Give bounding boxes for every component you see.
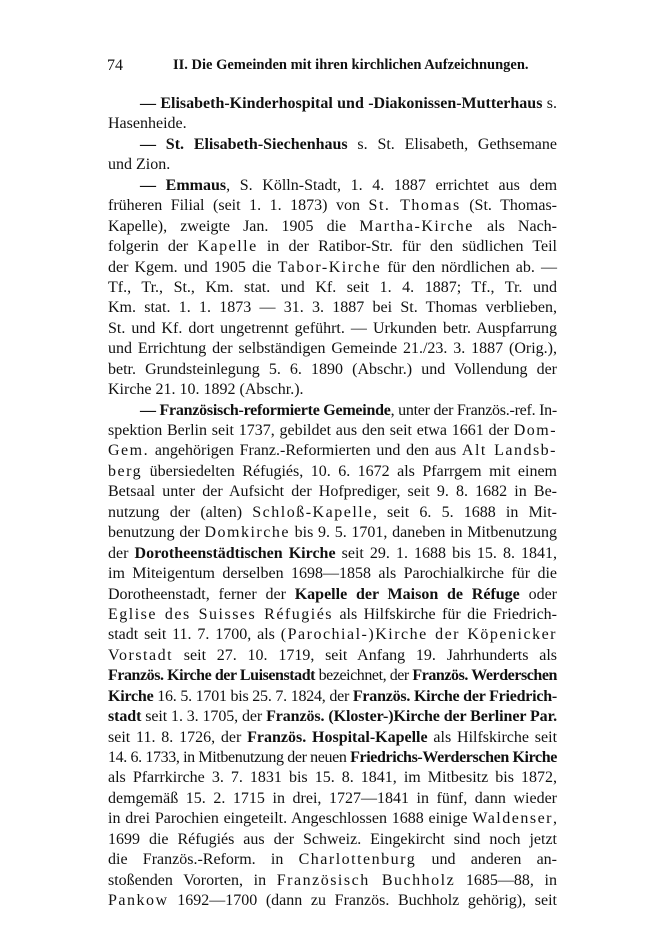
text-run: übersiedelten Réfugiés, 10. 6. 1672 als Pfarrgem mit einem bbox=[142, 462, 557, 480]
text-line bbox=[108, 441, 557, 461]
text-run: bis 9. 5. 1701, daneben in Mitbenutzung bbox=[289, 524, 557, 542]
text-line bbox=[108, 237, 557, 257]
text-run: früheren Filial (seit 1. 1. 1873) von bbox=[108, 197, 369, 215]
text-run: oder bbox=[519, 585, 557, 603]
text-line-content bbox=[108, 564, 557, 584]
text-run: der Kgem. und 1905 die bbox=[108, 258, 278, 276]
text-run: und anderen an- bbox=[416, 851, 557, 869]
bold-heading-text: Französ. Hospital-Kapelle bbox=[247, 728, 428, 746]
text-run: als Nach- bbox=[473, 217, 557, 235]
text-run: 1692—1700 (dann zu Französ. Buchholz gehörig), seit bbox=[168, 892, 557, 910]
text-line-content bbox=[108, 625, 557, 645]
text-run: Kapelle), zweigte Jan. 1905 die bbox=[108, 217, 360, 235]
text-line bbox=[108, 544, 557, 564]
text-run: Kirche 21. 10. 1892 (Abschr.). bbox=[108, 381, 304, 399]
bold-heading-text: Kirche bbox=[108, 687, 154, 705]
text-run: , seit 6. 5. 1688 in Mit- bbox=[372, 503, 558, 521]
spaced-text: Kapelle bbox=[197, 238, 258, 256]
bold-heading-text: Französ. (Kloster-)Kirche der Berliner Par. bbox=[266, 708, 558, 726]
spaced-text: Tabor-Kirche bbox=[277, 258, 382, 276]
text-run: im Miteigentum derselben 1698—1858 als Parochialkirche für die bbox=[108, 565, 557, 583]
text-line-content bbox=[108, 523, 557, 543]
text-line bbox=[108, 176, 557, 196]
text-run: , unter der Französ.-ref. In- bbox=[390, 401, 558, 419]
text-line bbox=[108, 503, 557, 523]
running-title: II. Die Gemeinden mit ihren kirchlichen Aufzeichnungen. bbox=[173, 57, 529, 73]
text-line-content bbox=[108, 646, 557, 666]
text-line-content bbox=[108, 319, 557, 339]
text-run: bezeichnet, der bbox=[315, 667, 413, 685]
text-line-content bbox=[140, 176, 557, 196]
text-run: betr. Grundsteinlegung 5. 6. 1890 (Abschr.) und Vollendung der bbox=[108, 360, 558, 378]
text-run: für den nördlichen ab. — bbox=[381, 258, 558, 276]
text-run: seit 11. 8. 1726, der bbox=[108, 728, 248, 746]
bold-heading-text: Französ. Kirche der Luisenstadt bbox=[108, 667, 316, 685]
text-line bbox=[108, 401, 557, 421]
text-run: in drei Parochien eingeteilt. Angeschlossen 1688 einige bbox=[108, 810, 473, 828]
text-line-content bbox=[108, 748, 557, 768]
spaced-text: Waldenser bbox=[472, 810, 553, 828]
text-run: 14. 6. 1733, in Mitbenutzung der neuen bbox=[108, 749, 351, 766]
text-line bbox=[108, 360, 557, 380]
text-run: 1699 die Réfugiés aus der Schweiz. Eingekircht sind noch jetzt bbox=[108, 830, 557, 848]
text-run: , bbox=[553, 810, 557, 828]
spaced-text: Dom- bbox=[513, 422, 558, 439]
text-run: seit 27. 10. 1719, seit Anfang 19. Jahrhunderts als bbox=[173, 646, 557, 664]
text-line bbox=[108, 707, 557, 727]
text-line bbox=[108, 339, 557, 359]
text-line-content bbox=[108, 707, 557, 727]
text-run: folgerin der bbox=[108, 238, 198, 256]
text-line bbox=[108, 564, 557, 584]
text-line-content bbox=[108, 666, 557, 686]
bold-heading-text: — St. Elisabeth-Siechenhaus bbox=[140, 135, 348, 153]
text-line bbox=[108, 258, 557, 278]
text-run: und Errichtung der selbständigen Gemeinde 21./23. 3. 1887 (Orig.), bbox=[108, 340, 557, 358]
bold-heading-text: Französ. Werderschen bbox=[412, 667, 557, 685]
text-run: als Hilfskirche seit bbox=[427, 728, 558, 746]
text-run: s. bbox=[542, 95, 558, 112]
text-line bbox=[108, 94, 557, 114]
text-line-content bbox=[108, 544, 557, 564]
text-line bbox=[108, 196, 557, 216]
text-run: 1685—88, in bbox=[455, 871, 558, 889]
text-run: Betsaal unter der Aufsicht der Hofprediger, seit 9. 8. 1682 in Be- bbox=[108, 483, 557, 501]
text-line-content bbox=[108, 462, 557, 482]
text-line bbox=[108, 789, 557, 809]
text-run: St. und Kf. dort ungetrennt geführt. — Urkunden betr. Auspfarrung bbox=[108, 319, 557, 337]
text-line-content bbox=[108, 605, 557, 625]
text-run: und Zion. bbox=[108, 156, 171, 174]
text-line-content bbox=[108, 830, 557, 850]
spaced-text: (Parochial-)Kirche der Köpenicker bbox=[280, 626, 557, 644]
text-line bbox=[108, 114, 557, 134]
text-line bbox=[108, 748, 557, 768]
text-line-content bbox=[108, 339, 557, 359]
text-line-content bbox=[108, 585, 557, 605]
text-line bbox=[108, 809, 557, 829]
text-run: , S. Kölln-Stadt, 1. 4. 1887 errichtet aus dem bbox=[226, 176, 558, 194]
page-body-text bbox=[108, 94, 557, 912]
text-run: der bbox=[108, 544, 135, 562]
bold-heading-text: Kapelle der Maison de Réfuge bbox=[294, 585, 520, 603]
text-line-content bbox=[108, 360, 557, 380]
text-line bbox=[108, 155, 557, 175]
text-line-content bbox=[108, 380, 304, 400]
text-line bbox=[108, 319, 557, 339]
text-line-content bbox=[108, 258, 557, 278]
bold-heading-text: Französ. Kirche der Friedrich- bbox=[352, 687, 558, 705]
text-line-content bbox=[108, 217, 557, 237]
spaced-text: Eglise des Suisses Réfugiés bbox=[108, 605, 334, 623]
text-run: Km. stat. 1. 1. 1873 — 31. 3. 1887 bei St. Thomas verblieben, bbox=[108, 299, 557, 317]
spaced-text: Französisch Buchholz bbox=[276, 871, 456, 889]
text-run: in der Ratibor-Str. für den südlichen Teil bbox=[257, 238, 558, 256]
text-line-content bbox=[108, 789, 557, 809]
text-line-content bbox=[108, 850, 557, 870]
text-line-content bbox=[108, 871, 557, 891]
text-line-content bbox=[140, 135, 557, 155]
spaced-text: Vorstadt bbox=[108, 646, 174, 664]
text-run: die Französ.-Reform. in bbox=[108, 851, 299, 869]
spaced-text: Gem. bbox=[108, 442, 150, 460]
text-line-content bbox=[108, 298, 557, 318]
text-line bbox=[108, 482, 557, 502]
text-line-content bbox=[108, 237, 557, 257]
text-line bbox=[108, 135, 557, 155]
text-line bbox=[108, 298, 557, 318]
bold-heading-text: — Französisch-reformierte Gemeinde bbox=[140, 401, 391, 419]
text-line-content bbox=[108, 114, 187, 134]
text-line bbox=[108, 605, 557, 625]
text-line-content bbox=[108, 278, 557, 298]
bold-heading-text: Dorotheenstädtischen Kirche bbox=[134, 544, 336, 562]
bold-heading-text: stadt bbox=[108, 708, 142, 726]
text-line bbox=[108, 646, 557, 666]
text-line bbox=[108, 217, 557, 237]
text-line bbox=[108, 585, 557, 605]
text-line-content bbox=[108, 482, 557, 502]
text-line-content bbox=[108, 687, 557, 707]
spaced-text: St. Thomas bbox=[368, 197, 461, 215]
text-run: stadt seit 11. 7. 1700, als bbox=[108, 626, 281, 644]
text-line-content bbox=[108, 768, 557, 788]
text-run: benutzung der bbox=[108, 524, 205, 542]
bold-heading-text: Friedrichs-Werderschen Kirche bbox=[350, 749, 558, 766]
text-line bbox=[108, 278, 557, 298]
text-run: Tf., Tr., St., Km. stat. und Kf. seit 1. 4. 1887; Tf., Tr. und bbox=[108, 278, 557, 296]
spaced-text: Martha-Kirche bbox=[359, 217, 474, 235]
text-line-content bbox=[108, 155, 170, 175]
spaced-text: Domkirche bbox=[204, 524, 290, 542]
text-run: Hasenheide. bbox=[108, 115, 187, 133]
text-line bbox=[108, 666, 557, 686]
text-line-content bbox=[108, 441, 557, 461]
text-line-content bbox=[108, 421, 557, 441]
text-line-content bbox=[140, 401, 557, 421]
bold-heading-text: — Elisabeth-Kinderhospital und -Diakonissen-Mutterhaus bbox=[140, 95, 543, 112]
text-line-content bbox=[108, 728, 557, 748]
text-line bbox=[108, 891, 557, 911]
text-line-content bbox=[140, 94, 557, 114]
text-line bbox=[108, 728, 557, 748]
text-run: 16. 5. 1701 bis 25. 7. 1824, der bbox=[153, 687, 353, 705]
page-number: 74 bbox=[107, 57, 123, 74]
bold-heading-text: — Emmaus bbox=[140, 176, 227, 194]
text-line-content bbox=[108, 503, 557, 523]
text-run: seit 1. 3. 1705, der bbox=[141, 708, 267, 726]
text-line bbox=[108, 871, 557, 891]
text-line bbox=[108, 421, 557, 441]
text-run: stoßenden Vororten, in bbox=[108, 871, 277, 889]
text-line bbox=[108, 768, 557, 788]
text-run: angehörigen Franz.-Reformierten und den aus bbox=[149, 442, 462, 460]
spaced-text: Charlottenburg bbox=[298, 851, 417, 869]
text-line bbox=[108, 687, 557, 707]
text-run: als Pfarrkirche 3. 7. 1831 bis 15. 8. 1841, im Mitbesitz bis 1872, bbox=[108, 769, 557, 787]
text-line-content bbox=[108, 809, 557, 829]
text-run: demgemäß 15. 2. 1715 in drei, 1727—1841 in fünf, dann wieder bbox=[108, 789, 557, 807]
spaced-text: berg bbox=[108, 462, 143, 480]
spaced-text: Schloß-Kapelle bbox=[252, 503, 373, 521]
text-run: (St. Thomas- bbox=[460, 197, 558, 215]
spaced-text: Pankow bbox=[108, 892, 169, 910]
text-line bbox=[108, 380, 557, 400]
spaced-text: Alt Landsb- bbox=[461, 442, 558, 460]
text-run: s. St. Elisabeth, Gethsemane bbox=[347, 135, 558, 153]
text-line-content bbox=[108, 196, 557, 216]
page-header bbox=[107, 57, 557, 77]
text-run: nutzung der (alten) bbox=[108, 503, 253, 521]
text-line-content bbox=[108, 891, 557, 911]
text-run: spektion Berlin seit 1737, gebildet aus den seit etwa 1661 der bbox=[108, 422, 514, 439]
text-line bbox=[108, 830, 557, 850]
text-line bbox=[108, 850, 557, 870]
text-run: als Hilfskirche für die Friedrich- bbox=[333, 605, 557, 623]
text-run: seit 29. 1. 1688 bis 15. 8. 1841, bbox=[335, 544, 558, 562]
text-run: Dorotheenstadt, ferner der bbox=[108, 585, 295, 603]
text-line bbox=[108, 462, 557, 482]
text-line bbox=[108, 523, 557, 543]
text-line bbox=[108, 625, 557, 645]
